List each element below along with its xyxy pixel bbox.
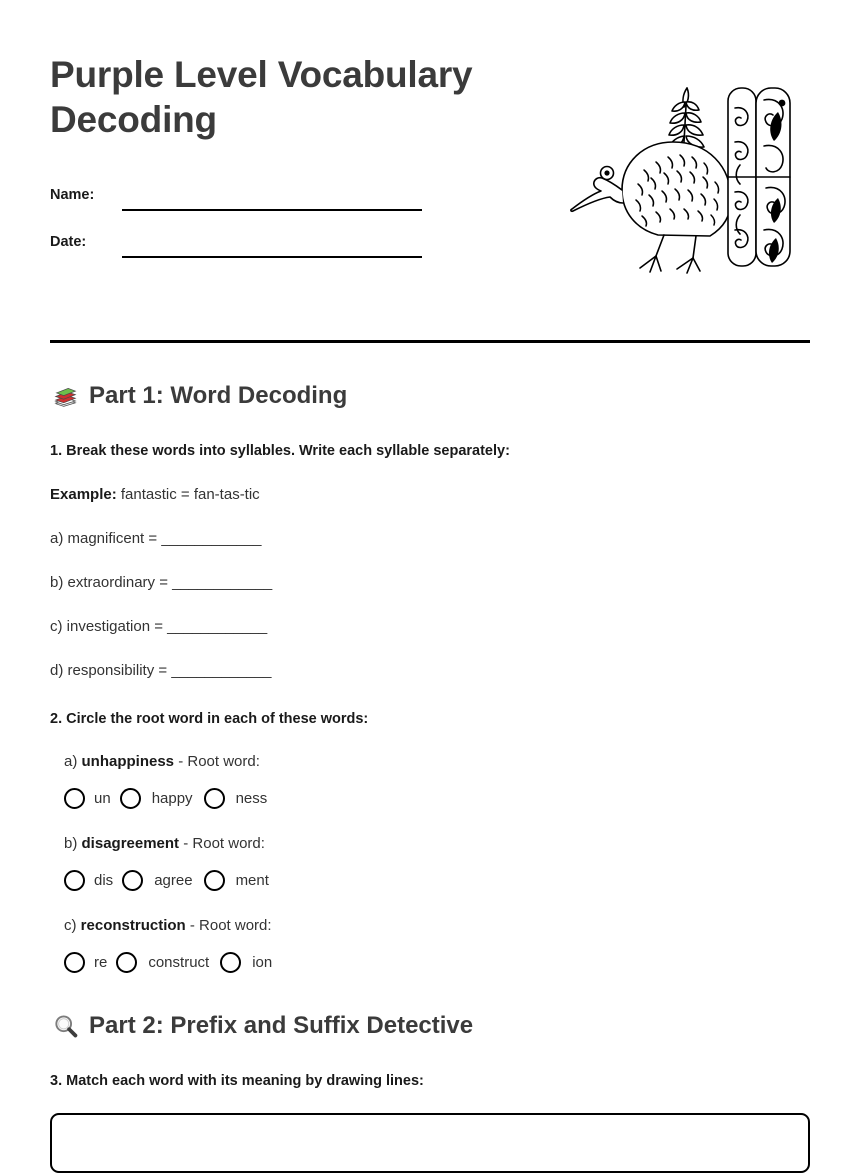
morpheme-label-a2: happy	[151, 790, 193, 807]
root-word-block-a	[50, 753, 810, 809]
root-word-label-a	[50, 753, 810, 770]
morpheme-circle-b1[interactable]	[64, 870, 85, 891]
morpheme-label-c3: ion	[252, 954, 273, 971]
books-icon	[50, 381, 80, 411]
morpheme-circle-b3[interactable]	[204, 870, 225, 891]
morpheme-label-a3: ness	[235, 790, 268, 807]
root-suffix-b: - Root word:	[179, 835, 265, 852]
syllable-item-c	[50, 618, 810, 635]
header	[50, 0, 810, 300]
morpheme-circle-a2[interactable]	[120, 788, 141, 809]
name-label: Name:	[50, 187, 95, 204]
morpheme-label-b3: ment	[235, 872, 269, 889]
part1-title: Part 1: Word Decoding	[89, 382, 348, 409]
part2-heading	[50, 1011, 810, 1041]
syllable-blank-c[interactable]: ____________	[167, 618, 268, 635]
root-target-word-a: unhappiness	[81, 753, 175, 770]
root-letter-b: b)	[64, 835, 82, 852]
syllable-blank-d[interactable]: ____________	[171, 662, 272, 679]
root-letter-a: a)	[64, 753, 82, 770]
syllable-blank-b[interactable]: ____________	[172, 574, 273, 591]
kiwi-illustration	[560, 70, 810, 285]
root-letter-c: c)	[64, 917, 81, 934]
question-1-prompt: 1. Break these words into syllables. Write each syllable separately:	[50, 443, 510, 459]
page-content	[50, 0, 810, 1173]
morpheme-circle-b2[interactable]	[122, 870, 143, 891]
morpheme-label-b2: agree	[154, 872, 193, 889]
name-field-row	[50, 164, 520, 211]
syllable-word-a: a) magnificent =	[50, 530, 162, 547]
syllable-item-b	[50, 574, 810, 591]
question-2-prompt: 2. Circle the root word in each of these words:	[50, 711, 369, 727]
date-label: Date:	[50, 234, 87, 251]
question-3-prompt: 3. Match each word with its meaning by drawing lines:	[50, 1073, 424, 1089]
morpheme-row-b	[50, 870, 810, 891]
morpheme-label-c1: re	[94, 954, 108, 971]
fern-sprig	[669, 88, 704, 147]
morpheme-circle-a1[interactable]	[64, 788, 85, 809]
morpheme-row-c	[50, 952, 810, 973]
root-target-word-c: reconstruction	[80, 917, 186, 934]
name-input-line[interactable]	[122, 208, 422, 211]
header-divider	[50, 340, 810, 343]
example-label: Example:	[50, 486, 117, 503]
matching-activity-box[interactable]	[50, 1113, 810, 1173]
syllable-word-c: c) investigation =	[50, 618, 168, 635]
morpheme-circle-a3[interactable]	[204, 788, 225, 809]
root-word-label-b	[50, 835, 810, 852]
morpheme-circle-c3[interactable]	[220, 952, 241, 973]
part1-heading	[50, 381, 810, 411]
magnifying-glass-icon	[50, 1011, 80, 1041]
morpheme-row-a	[50, 788, 810, 809]
koru-panel	[728, 88, 790, 266]
date-field-row	[50, 211, 520, 258]
root-suffix-c: - Root word:	[185, 917, 272, 934]
syllable-blank-a[interactable]: ____________	[161, 530, 262, 547]
morpheme-label-b1: dis	[94, 872, 114, 889]
morpheme-label-c2: construct	[148, 954, 210, 971]
syllable-item-a	[50, 530, 810, 547]
root-word-block-b	[50, 835, 810, 891]
syllable-word-b: b) extraordinary =	[50, 574, 173, 591]
part2-title: Part 2: Prefix and Suffix Detective	[89, 1012, 474, 1039]
root-suffix-a: - Root word:	[174, 753, 260, 770]
page-title: Purple Level Vocabulary Decoding	[50, 54, 473, 141]
morpheme-label-a1: un	[94, 790, 111, 807]
morpheme-circle-c1[interactable]	[64, 952, 85, 973]
root-target-word-b: disagreement	[81, 835, 180, 852]
date-input-line[interactable]	[122, 255, 422, 258]
syllable-item-d	[50, 662, 810, 679]
syllable-word-d: d) responsibility =	[50, 662, 172, 679]
morpheme-circle-c2[interactable]	[116, 952, 137, 973]
root-word-label-c	[50, 917, 810, 934]
root-word-block-c	[50, 917, 810, 973]
question-1-example	[50, 486, 810, 503]
student-meta-fields	[50, 164, 520, 258]
example-text: fantastic = fan-tas-tic	[120, 486, 260, 503]
